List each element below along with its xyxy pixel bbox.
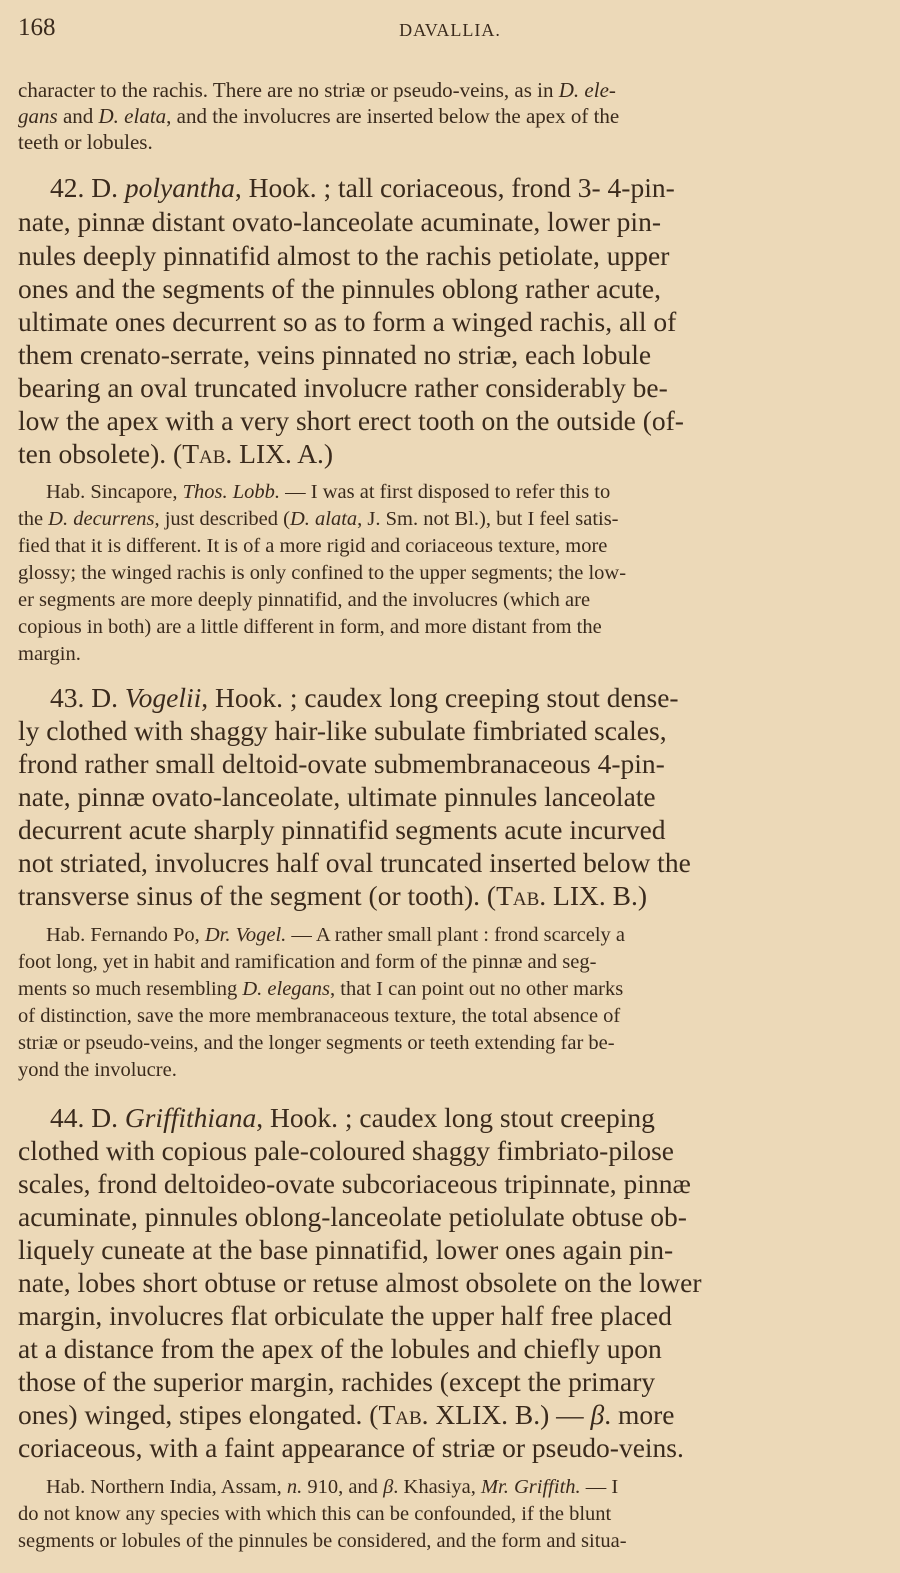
- page-number: 168: [18, 14, 56, 41]
- page-header: [18, 14, 882, 50]
- text-line: Hab. Sincapore, Thos. Lobb. — I was at first disposed to refer this to: [46, 481, 611, 503]
- text-line: transverse sinus of the segment (or tooth). (Tab. LIX. B.): [18, 880, 647, 911]
- text-line: ones) winged, stipes elongated. (Tab. XLIX. B.) — β. more: [18, 1399, 675, 1430]
- text-line: segments or lobules of the pinnules be considered, and the form and situa-: [18, 1530, 627, 1552]
- text-line: ments so much resembling D. elegans, that I can point out no other marks: [18, 978, 624, 1000]
- text-line: fied that it is different. It is of a more rigid and coriaceous texture, more: [18, 535, 608, 557]
- text-line: 42. D. polyantha, Hook. ; tall coriaceous, frond 3- 4-pin-: [50, 172, 675, 203]
- text-line: striæ or pseudo-veins, and the longer segments or teeth extending far be-: [18, 1032, 615, 1054]
- text-line: them crenato-serrate, veins pinnated no striæ, each lobule: [18, 339, 652, 370]
- text-line: bearing an oval truncated involucre rather considerably be-: [18, 372, 668, 403]
- text-line: nules deeply pinnatifid almost to the rachis petiolate, upper: [18, 240, 670, 271]
- text-line: nate, lobes short obtuse or retuse almost obsolete on the lower: [18, 1267, 702, 1298]
- text-line: Hab. Northern India, Assam, n. 910, and β. Khasiya, Mr. Griffith. — I: [46, 1476, 619, 1498]
- text-line: of distinction, save the more membranaceous texture, the total absence of: [18, 1005, 621, 1027]
- text-line: Hab. Fernando Po, Dr. Vogel. — A rather small plant : frond scarcely a: [46, 924, 626, 946]
- text-line: decurrent acute sharply pinnatifid segments acute incurved: [18, 814, 666, 845]
- text-line: clothed with copious pale-coloured shaggy fimbriato-pilose: [18, 1135, 675, 1166]
- text-line: those of the superior margin, rachides (except the primary: [18, 1366, 656, 1397]
- text-line: gans and D. elata, and the involucres are inserted below the apex of the: [18, 104, 620, 128]
- text-line: teeth or lobules.: [18, 130, 153, 154]
- text-line: glossy; the winged rachis is only confined to the upper segments; the low-: [18, 562, 627, 584]
- species-name: Vogelii: [124, 682, 202, 713]
- species-name: Griffithiana: [124, 1102, 257, 1133]
- text-line: frond rather small deltoid-ovate submembranaceous 4-pin-: [18, 748, 665, 779]
- text-line: nate, pinnæ distant ovato-lanceolate acuminate, lower pin-: [18, 206, 661, 237]
- text-line: 43. D. Vogelii, Hook. ; caudex long creeping stout dense-: [50, 682, 679, 713]
- text-line: margin, involucres flat orbiculate the upper half free placed: [18, 1300, 672, 1331]
- text-line: ten obsolete). (Tab. LIX. A.): [18, 438, 334, 469]
- text-line: coriaceous, with a faint appearance of striæ or pseudo-veins.: [18, 1432, 684, 1463]
- text-line: at a distance from the apex of the lobules and chiefly upon: [18, 1333, 662, 1364]
- text-line: er segments are more deeply pinnatifid, and the involucres (which are: [18, 589, 591, 611]
- text-line: character to the rachis. There are no striæ or pseudo-veins, as in D. ele-: [18, 78, 616, 102]
- text-line: foot long, yet in habit and ramification and form of the pinnæ and seg-: [18, 951, 597, 973]
- running-head: DAVALLIA.: [399, 20, 501, 40]
- species-name: polyantha: [124, 172, 235, 203]
- text-line: nate, pinnæ ovato-lanceolate, ultimate pinnules lanceolate: [18, 781, 656, 812]
- text-line: low the apex with a very short erect tooth on the outside (of-: [18, 405, 684, 436]
- text-line: not striated, involucres half oval truncated inserted below the: [18, 847, 691, 878]
- text-line: copious in both) are a little different in form, and more distant from the: [18, 616, 602, 638]
- text-line: do not know any species with which this can be confounded, if the blunt: [18, 1503, 612, 1525]
- text-line: acuminate, pinnules oblong-lanceolate petiolulate obtuse ob-: [18, 1201, 687, 1232]
- text-line: yond the involucre.: [18, 1059, 177, 1081]
- text-line: margin.: [18, 643, 81, 665]
- text-line: the D. decurrens, just described (D. alata, J. Sm. not Bl.), but I feel satis-: [18, 508, 619, 530]
- text-line: ones and the segments of the pinnules oblong rather acute,: [18, 273, 662, 304]
- text-line: liquely cuneate at the base pinnatifid, lower ones again pin-: [18, 1234, 674, 1265]
- text-line: scales, frond deltoideo-ovate subcoriaceous tripinnate, pinnæ: [18, 1168, 691, 1199]
- text-line: ultimate ones decurrent so as to form a winged rachis, all of: [18, 306, 677, 337]
- text-line: 44. D. Griffithiana, Hook. ; caudex long stout creeping: [50, 1102, 655, 1133]
- text-line: ly clothed with shaggy hair-like subulate fimbriated scales,: [18, 715, 667, 746]
